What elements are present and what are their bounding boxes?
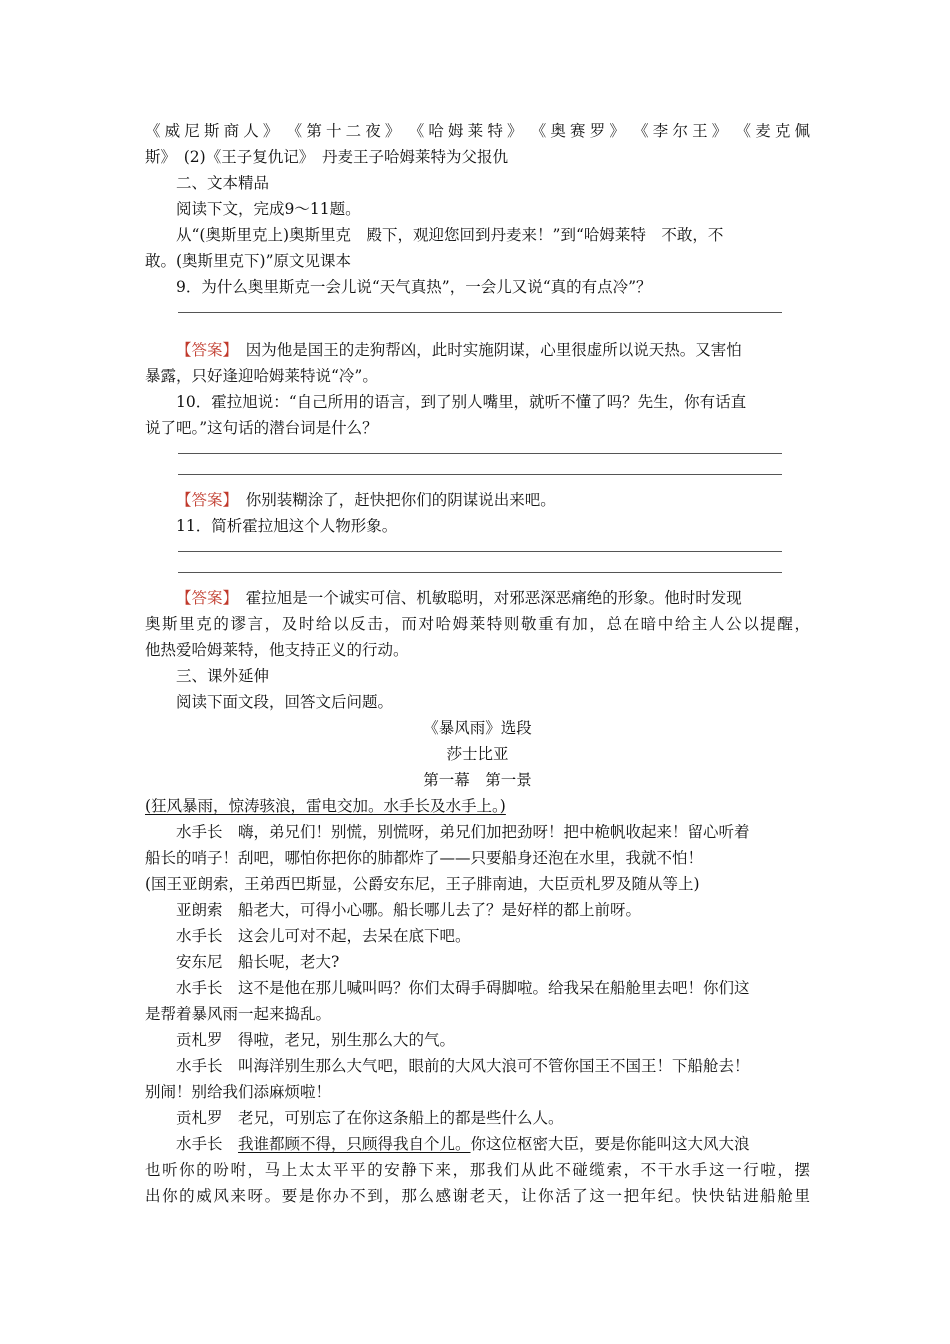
stage-direction — [145, 793, 810, 819]
answer-11-cont: 他热爱哈姆莱特，他支持正义的行动。 — [145, 641, 409, 659]
answer-11-cont: 奥斯里克的谬言，及时给以反击，而对哈姆莱特则敬重有加，总在暗中给主人公以提醒， — [145, 615, 810, 633]
dialogue-line: 水手长 嗨，弟兄们！别慌，别慌呀，弟兄们加把劲呀！把中桅帆收起来！留心听着 — [176, 823, 750, 841]
underlined-phrase: 我谁都顾不得，只顾得我自个儿。 — [238, 1135, 471, 1153]
dialogue-line: 贡札罗 老兄，可别忘了在你这条船上的都是些什么人。 — [176, 1109, 564, 1127]
excerpt-line: 敢。(奥斯里克下)”原文见课本 — [145, 252, 352, 270]
section-heading: 二、文本精品 — [176, 174, 270, 192]
dialogue-line: 是帮着暴风雨一起来捣乱。 — [145, 1005, 332, 1023]
document-page — [145, 118, 810, 1209]
dialogue-line: 水手长 这会儿可对不起，去呆在底下吧。 — [176, 927, 471, 945]
question-10: 10．霍拉旭说：“自己所用的语言，到了别人嘴里，就听不懂了吗？先生，你有话直 — [176, 393, 747, 411]
play-title: 《暴风雨》选段 — [423, 719, 532, 737]
answer-9-cont: 暴露，只好逢迎哈姆莱特说“冷”。 — [145, 367, 378, 385]
dialogue-line: 出你的威风来呀。要是你办不到，那么感谢老天，让你活了这一把年纪。快快钻进船舱里 — [145, 1187, 810, 1205]
instruction: 阅读下面文段，回答文后问题。 — [176, 693, 394, 711]
answer-text: 你别装糊涂了，赶快把你们的阴谋说出来吧。 — [230, 491, 556, 509]
answer-10 — [145, 487, 810, 513]
answer-9 — [145, 337, 810, 363]
answer-label: 【答案】 — [176, 341, 231, 359]
excerpt-line: 从“(奥斯里克上)奥斯里克 殿下，观迎您回到丹麦来！”到“哈姆莱特 不敢，不 — [176, 226, 724, 244]
answer-11 — [145, 585, 810, 611]
play-author: 莎士比亚 — [446, 745, 509, 763]
question-11: 11．简析霍拉旭这个人物形象。 — [176, 517, 398, 535]
dialogue-line: 也听你的吩咐，马上太太平平的安静下来，那我们从此不碰缆索，不干水手这一行啦，摆 — [145, 1161, 810, 1179]
answer-label: 【答案】 — [176, 589, 231, 607]
section-heading: 三、课外延伸 — [176, 667, 270, 685]
instruction: 阅读下文，完成9～11题。 — [176, 200, 361, 218]
answer-text: 霍拉旭是一个诚实可信、机敏聪明，对邪恶深恶痛绝的形象。他时时发现 — [230, 589, 742, 607]
answer-label: 【答案】 — [176, 491, 231, 509]
intro-line: 斯》 (2)《王子复仇记》 丹麦王子哈姆莱特为父报仇 — [145, 148, 508, 166]
speaker: 水手长 — [176, 1135, 239, 1153]
dialogue-line: 水手长 叫海洋别生那么大气吧，眼前的大风大浪可不管你国王不国王！下船舱去！ — [176, 1057, 750, 1075]
stage-direction: (国王亚朗索，王弟西巴斯显，公爵安东尼，王子腓南迪，大臣贡札罗及随从等上) — [145, 875, 700, 893]
play-act: 第一幕 第一景 — [423, 771, 532, 789]
dialogue-line: 船长的哨子！刮吧，哪怕你把你的肺都炸了——只要船身还泡在水里，我就不怕！ — [145, 849, 704, 867]
dialogue-line: 别闹！别给我们添麻烦啦！ — [145, 1083, 332, 1101]
stage-direction-text: (狂风暴雨，惊涛骇浪，雷电交加。水手长及水手上。) — [145, 797, 506, 815]
dialogue-text: 你这位枢密大臣，要是你能叫这大风大浪 — [470, 1135, 750, 1153]
dialogue-line: 安东尼 船长呢，老大? — [176, 953, 340, 971]
answer-text: 因为他是国王的走狗帮凶，此时实施阴谋，心里很虚所以说天热。又害怕 — [230, 341, 742, 359]
question-9: 9．为什么奥里斯克一会儿说“天气真热”，一会儿又说“真的有点冷”？ — [176, 278, 652, 296]
dialogue-line: 贡札罗 得啦，老兄，别生那么大的气。 — [176, 1031, 456, 1049]
dialogue-line — [145, 1131, 810, 1157]
intro-line: 《威尼斯商人》 《第十二夜》 《哈姆莱特》 《奥赛罗》 《李尔王》 《麦克佩 — [145, 122, 810, 140]
dialogue-line: 亚朗索 船老大，可得小心哪。船长哪儿去了？是好样的都上前呀。 — [176, 901, 642, 919]
question-10-cont: 说了吧。”这句话的潜台词是什么？ — [145, 419, 378, 437]
dialogue-line: 水手长 这不是他在那儿喊叫吗？你们太碍手碍脚啦。给我呆在船舱里去吧！你们这 — [176, 979, 750, 997]
